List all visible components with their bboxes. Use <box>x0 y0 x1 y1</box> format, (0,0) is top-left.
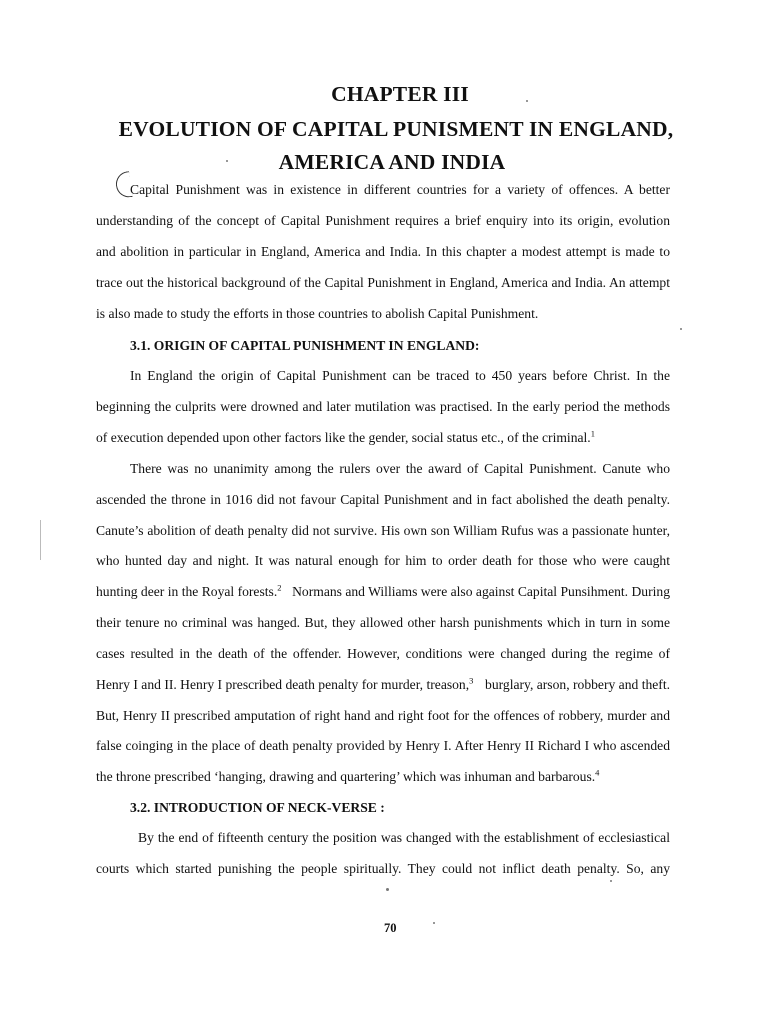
s1-p1-line-3-text: of execution depended upon other factors like the gender, social status etc., of the criminal. <box>96 430 591 445</box>
scan-speck <box>226 160 228 162</box>
intro-line-4: trace out the historical background of the Capital Punishment in England, America and India. An attempt <box>96 275 670 290</box>
s1-p2-line-5-part-b: Normans and Williams were also against Capital Punsihment. During <box>292 584 670 599</box>
footnote-marker-1: 1 <box>590 428 595 439</box>
chapter-title-line-2: AMERICA AND INDIA <box>278 150 506 174</box>
footnote-marker-4: 4 <box>595 767 600 778</box>
s1-p2-line-10: false coinging in the place of death penalty provided by Henry I. After Henry II Richard I who ascended <box>96 738 670 753</box>
s1-p2-line-8-text-a: Henry I and II. Henry I prescribed death penalty for murder, treason, <box>96 677 470 692</box>
intro-line-1: Capital Punishment was in existence in different countries for a variety of offences. A better <box>130 182 670 197</box>
s1-p2-line-9: But, Henry II prescribed amputation of right hand and right foot for the offences of robbery, murder and <box>96 708 670 723</box>
s2-p1-line-2: courts which started punishing the people spiritually. They could not inflict death penalty. So, any <box>96 861 670 876</box>
scan-speck <box>526 100 528 102</box>
intro-line-2: understanding of the concept of Capital Punishment requires a brief enquiry into its origin, evolution <box>96 213 670 228</box>
section-heading-3-1: 3.1. ORIGIN OF CAPITAL PUNISHMENT IN ENGLAND: <box>130 338 480 353</box>
s1-p2-line-2: ascended the throne in 1016 did not favour Capital Punishment and in fact abolished the death penalty. <box>96 492 670 507</box>
s1-p2-line-5 <box>96 584 670 600</box>
section-heading-3-2: 3.2. INTRODUCTION OF NECK-VERSE : <box>130 800 385 815</box>
s1-p2-line-5-part-a <box>96 584 281 600</box>
s1-p2-line-5-text-a: hunting deer in the Royal forests. <box>96 584 278 599</box>
s1-p2-line-11 <box>96 769 599 785</box>
s1-p2-line-4: who hunted day and night. It was natural enough for him to order death for those who were caught <box>96 553 670 568</box>
s1-p2-line-1: There was no unanimity among the rulers over the award of Capital Punishment. Canute who <box>130 461 670 476</box>
page-number: 70 <box>384 921 397 935</box>
chapter-label: CHAPTER III <box>331 82 469 106</box>
s1-p2-line-11-text: the throne prescribed ‘hanging, drawing and quartering’ which was inhuman and barbarous. <box>96 769 596 784</box>
s1-p1-line-2: beginning the culprits were drowned and later mutilation was practised. In the early period the methods <box>96 399 670 414</box>
s1-p1-line-1: In England the origin of Capital Punishment can be traced to 450 years before Christ. In the <box>130 368 670 383</box>
footnote-marker-2: 2 <box>277 582 282 593</box>
s1-p2-line-3: Canute’s abolition of death penalty did not survive. His own son William Rufus was a passionate hunter, <box>96 523 670 538</box>
scan-speck <box>610 880 612 882</box>
s1-p1-line-3 <box>96 430 595 446</box>
scan-speck <box>386 888 389 891</box>
scan-speck <box>680 328 682 330</box>
s1-p2-line-8 <box>96 677 670 693</box>
s2-p1-line-1: By the end of fifteenth century the position was changed with the establishment of ecclesiastical <box>138 830 670 845</box>
intro-line-3: and abolition in particular in England, America and India. In this chapter a modest attempt is made to <box>96 244 670 259</box>
footnote-marker-3: 3 <box>469 675 474 686</box>
chapter-title-line-1: EVOLUTION OF CAPITAL PUNISMENT IN ENGLAND, <box>118 117 674 141</box>
intro-line-5: is also made to study the efforts in those countries to abolish Capital Punishment. <box>96 306 539 321</box>
s1-p2-line-8-part-a <box>96 677 473 693</box>
s1-p2-line-6: their tenure no criminal was hanged. But, they allowed other harsh punishments which in turn in some <box>96 615 670 630</box>
scan-speck <box>40 520 41 560</box>
s1-p2-line-8-part-b: burglary, arson, robbery and theft. <box>485 677 670 692</box>
s1-p2-line-7: cases resulted in the death of the offender. However, conditions were changed during the regime of <box>96 646 670 661</box>
scan-speck <box>433 922 435 924</box>
